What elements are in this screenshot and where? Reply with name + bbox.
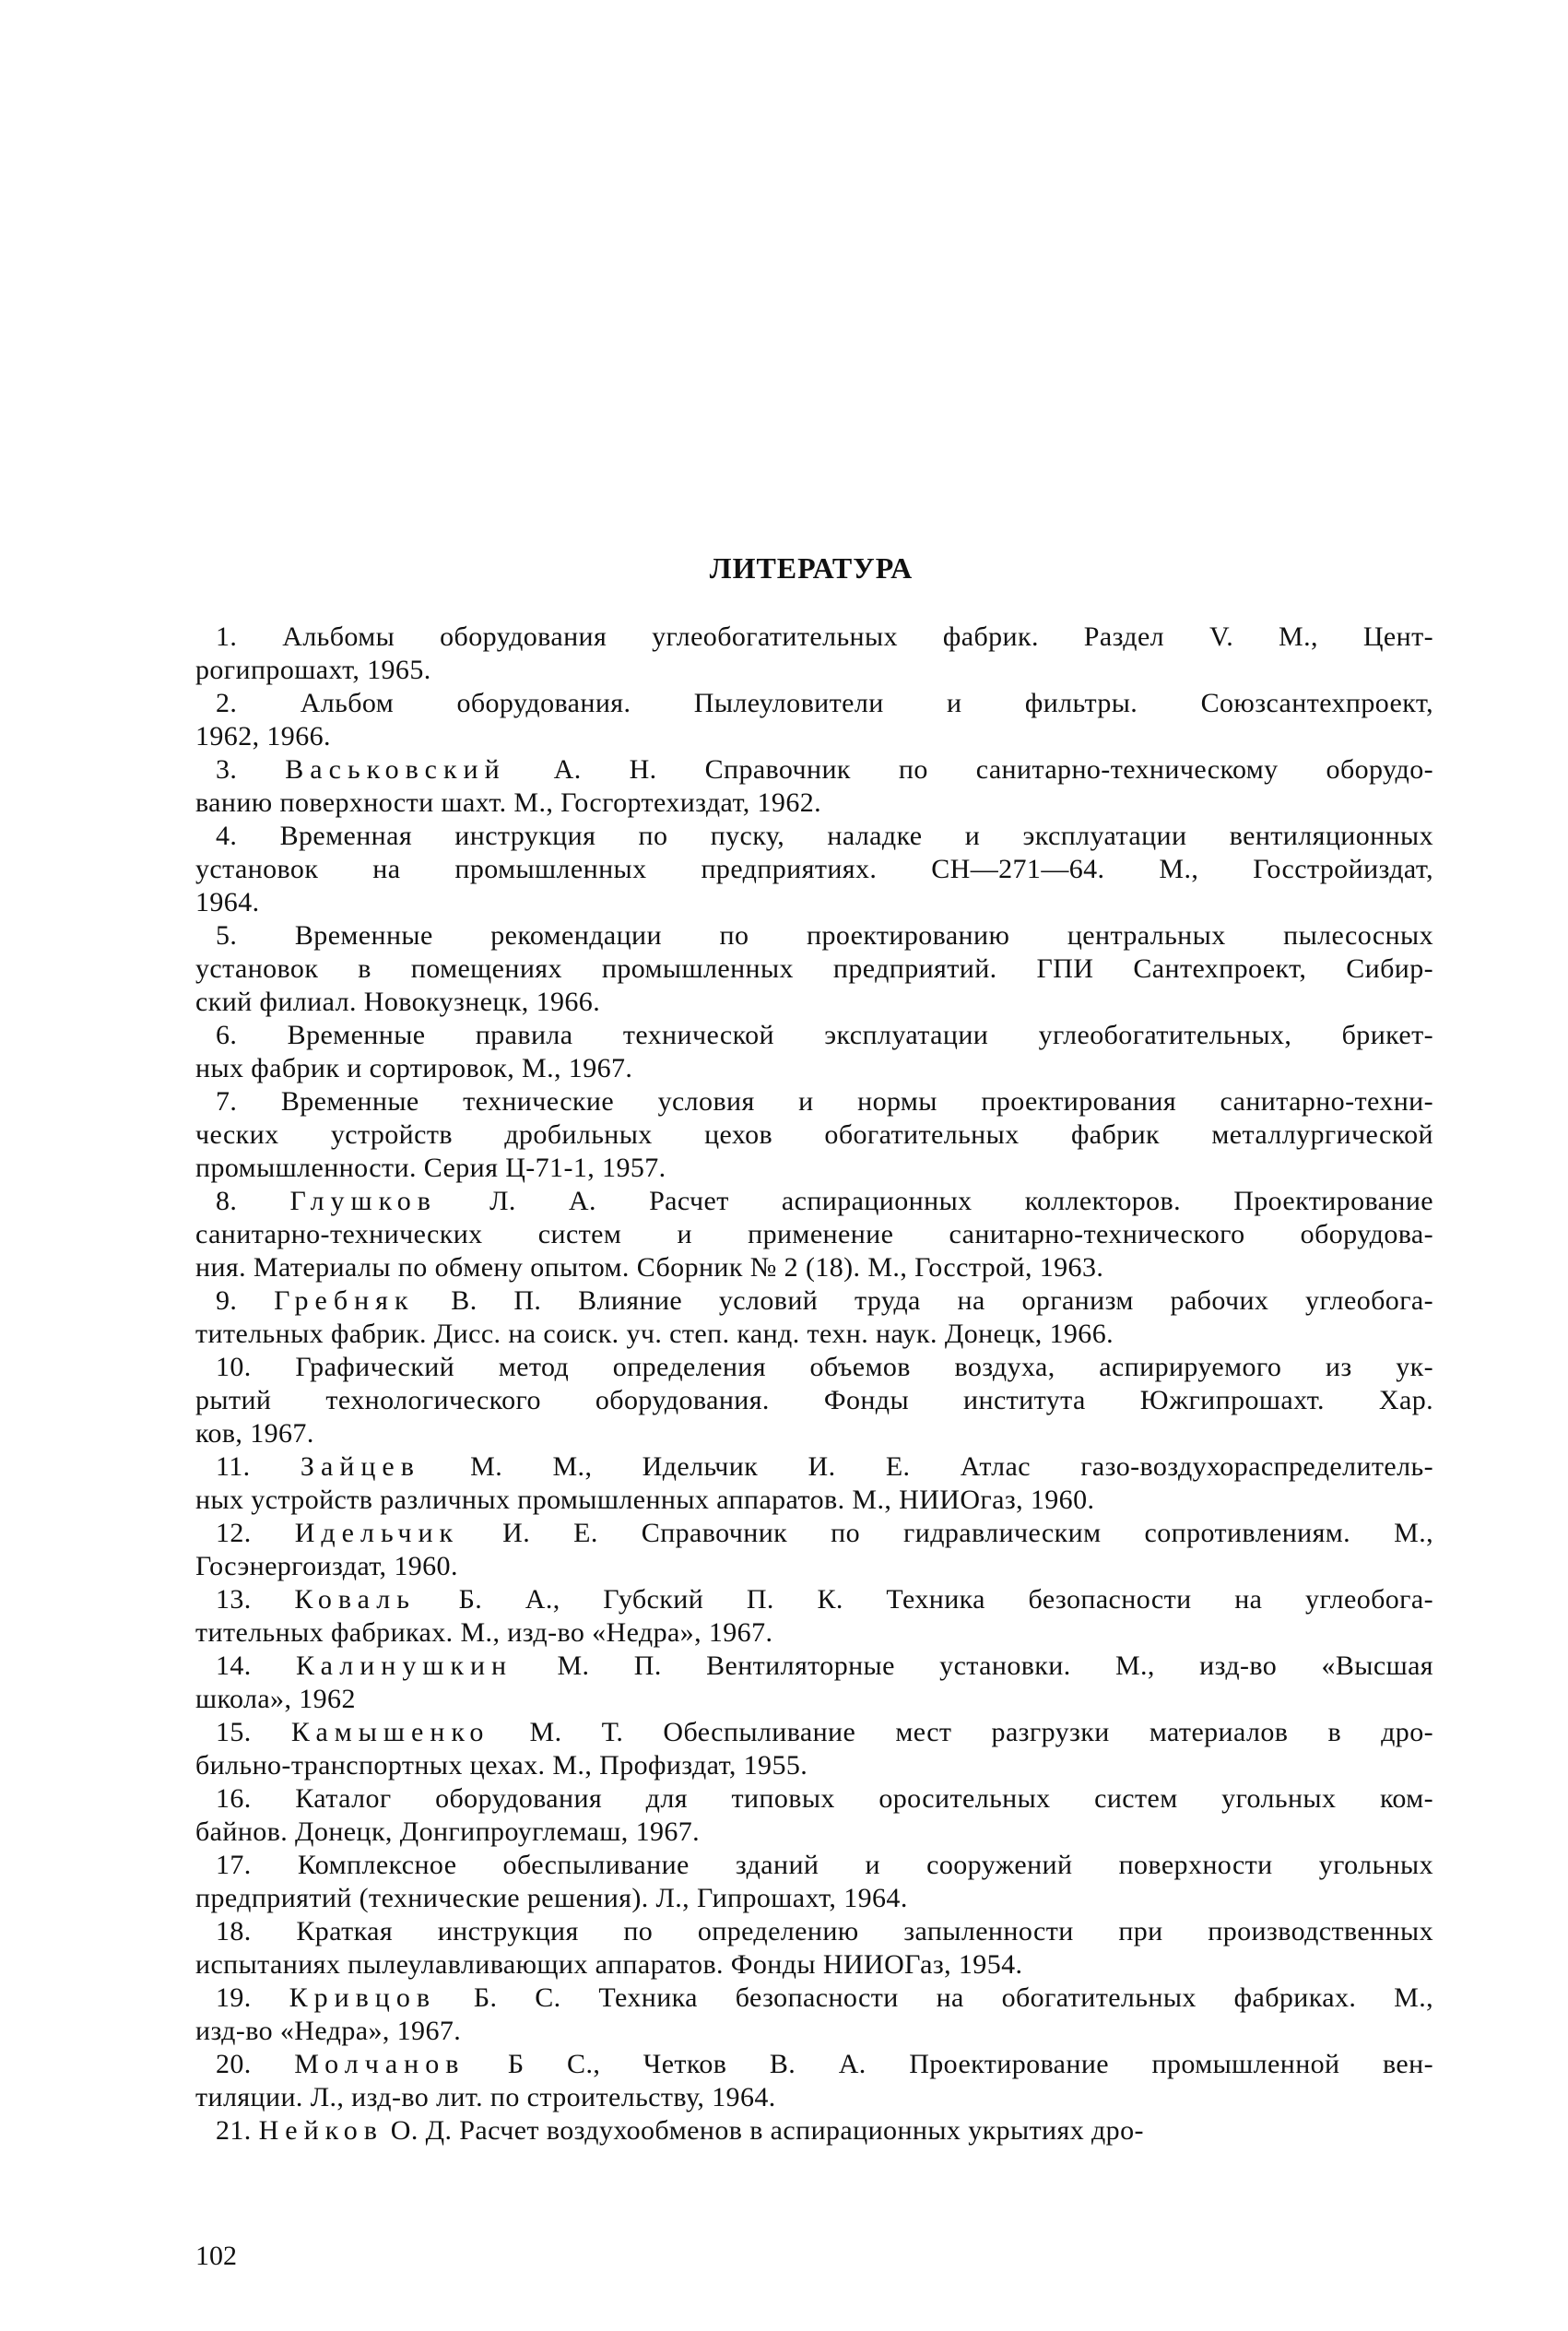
- reference-line: [195, 820, 1433, 853]
- reference-text: Каталог оборудования для типовых оросительных систем угольных ком-: [295, 1783, 1433, 1814]
- reference-entry: [195, 753, 1433, 820]
- reference-author: Васьковский: [285, 754, 506, 785]
- reference-line: [195, 1948, 1433, 1982]
- reference-line: [195, 853, 1433, 886]
- reference-text: ков, 1967.: [195, 1418, 314, 1449]
- reference-text: изд-во «Недра», 1967.: [195, 2016, 462, 2046]
- reference-text: Альбомы оборудования углеобогатительных фабрик. Раздел V. М., Цент-: [282, 621, 1433, 652]
- reference-text: А. Н. Справочник по санитарно-техническому оборудо-: [505, 754, 1433, 785]
- reference-text: Временные технические условия и нормы проектирования санитарно-техни-: [280, 1086, 1434, 1117]
- reference-entry: [195, 1716, 1433, 1782]
- reference-line: [195, 1351, 1433, 1384]
- reference-line: [195, 1616, 1433, 1650]
- reference-number: 12.: [216, 1518, 295, 1548]
- reference-number: 11.: [216, 1451, 301, 1482]
- reference-line: [195, 1417, 1433, 1450]
- reference-number: 15.: [216, 1717, 291, 1747]
- reference-entry: [195, 1450, 1433, 1517]
- reference-number: 3.: [216, 754, 286, 785]
- reference-entry: [195, 687, 1433, 753]
- reference-line: [195, 1484, 1433, 1517]
- reference-text: бильно-транспортных цехах. М., Профиздат, 1955.: [195, 1750, 808, 1781]
- reference-text: рытий технологического оборудования. Фонды института Южгипрошахт. Хар.: [195, 1385, 1433, 1415]
- reference-line: [195, 1318, 1433, 1351]
- reference-line: [195, 986, 1433, 1019]
- reference-line: [195, 1782, 1433, 1816]
- reference-entry: [195, 2048, 1433, 2114]
- reference-text: ния. Материалы по обмену опытом. Сборник № 2 (18). М., Госстрой, 1963.: [195, 1252, 1104, 1283]
- reference-entry: [195, 1284, 1433, 1351]
- reference-number: 10.: [216, 1352, 296, 1382]
- reference-text: Л. А. Расчет аспирационных коллекторов. Проектирование: [436, 1186, 1433, 1216]
- reference-number: 17.: [216, 1850, 298, 1880]
- reference-line: [195, 2081, 1433, 2114]
- reference-entry: [195, 1915, 1433, 1982]
- reference-line: [195, 1982, 1433, 2015]
- reference-number: 16.: [216, 1783, 296, 1814]
- reference-line: [195, 787, 1433, 820]
- reference-number: 19.: [216, 1982, 289, 2013]
- reference-text: ных фабрик и сортировок, М., 1967.: [195, 1053, 633, 1083]
- reference-text: М. М., Идельчик И. Е. Атлас газо-воздухораспределитель-: [419, 1451, 1433, 1482]
- reference-text: Госэнергоиздат, 1960.: [195, 1551, 458, 1581]
- reference-text: тительных фабрик. Дисс. на соиск. уч. степ. канд. техн. наук. Донецк, 1966.: [195, 1319, 1114, 1349]
- reference-line: [195, 1716, 1433, 1749]
- reference-text: М. П. Вентиляторные установки. М., изд-во «Высшая: [513, 1651, 1433, 1681]
- reference-text: И. Е. Справочник по гидравлическим сопротивлениям. М.,: [459, 1518, 1433, 1548]
- reference-number: 7.: [216, 1086, 281, 1117]
- reference-number: 20.: [216, 2049, 295, 2079]
- reference-line: [195, 1019, 1433, 1052]
- reference-number: 1.: [216, 621, 283, 652]
- reference-number: 13.: [216, 1584, 295, 1615]
- page-number: 102: [195, 2241, 237, 2271]
- reference-line: [195, 886, 1433, 919]
- reference-entry: [195, 1019, 1433, 1085]
- reference-text: рогипрошахт, 1965.: [195, 655, 431, 685]
- reference-text: байнов. Донецк, Донгипроуглемаш, 1967.: [195, 1816, 701, 1847]
- reference-text: установок на промышленных предприятиях. СН—271—64. М., Госстройиздат,: [195, 854, 1433, 884]
- reference-line: [195, 1284, 1433, 1318]
- reference-line: [195, 1882, 1433, 1915]
- reference-text: тиляции. Л., изд-во лит. по строительству, 1964.: [195, 2082, 776, 2112]
- reference-line: [195, 1550, 1433, 1583]
- reference-line: [195, 1085, 1433, 1118]
- reference-line: [195, 687, 1433, 720]
- reference-line: [195, 919, 1433, 953]
- reference-line: [195, 953, 1433, 986]
- reference-text: Временная инструкция по пуску, наладке и эксплуатации вентиляционных: [279, 821, 1433, 851]
- reference-text: Альбом оборудования. Пылеуловители и фильтры. Союзсантехпроект,: [300, 688, 1433, 718]
- reference-line: [195, 1749, 1433, 1782]
- reference-author: Кривцов: [289, 1982, 437, 2013]
- reference-line: [195, 1218, 1433, 1251]
- reference-line: [195, 1152, 1433, 1185]
- reference-entry: [195, 1650, 1433, 1716]
- reference-text: 1964.: [195, 887, 260, 917]
- reference-line: [195, 1185, 1433, 1218]
- reference-number: 2.: [216, 688, 301, 718]
- reference-text: установок в помещениях промышленных предприятий. ГПИ Сантехпроект, Сибир-: [195, 953, 1433, 984]
- reference-entry: [195, 1185, 1433, 1284]
- reference-text: ский филиал. Новокузнецк, 1966.: [195, 987, 601, 1017]
- reference-author: Коваль: [294, 1584, 416, 1615]
- page-title: ЛИТЕРАТУРА: [709, 551, 914, 585]
- reference-text: Графический метод определения объемов воздуха, аспирируемого из ук-: [295, 1352, 1433, 1382]
- reference-entry: [195, 1351, 1433, 1450]
- reference-text: Краткая инструкция по определению запыленности при производственных: [296, 1916, 1433, 1946]
- reference-text: Б С., Четков В. А. Проектирование промышленной вен-: [465, 2049, 1433, 2079]
- reference-number: 5.: [216, 920, 295, 951]
- reference-author: Глушков: [289, 1186, 437, 1216]
- reference-line: [195, 621, 1433, 654]
- reference-text: школа», 1962: [195, 1684, 356, 1714]
- reference-entry: [195, 2114, 1433, 2148]
- reference-line: [195, 2015, 1433, 2048]
- reference-author: Молчанов: [294, 2049, 466, 2079]
- reference-number: 8.: [216, 1186, 290, 1216]
- reference-entry: [195, 1849, 1433, 1915]
- reference-entry: [195, 1583, 1433, 1650]
- reference-number: 21.: [216, 2115, 259, 2146]
- reference-text: О. Д. Расчет воздухообменов в аспирационных укрытиях дро-: [383, 2115, 1144, 2146]
- reference-text: промышленности. Серия Ц-71-1, 1957.: [195, 1153, 666, 1183]
- reference-author: Нейков: [258, 2115, 383, 2146]
- reference-text: Временные правила технической эксплуатации углеобогатительных, брикет-: [287, 1020, 1433, 1050]
- reference-line: [195, 1251, 1433, 1284]
- reference-author: Идельчик: [294, 1518, 460, 1548]
- reference-line: [195, 2114, 1433, 2148]
- reference-line: [195, 1849, 1433, 1882]
- reference-text: 1962, 1966.: [195, 721, 331, 751]
- reference-entry: [195, 919, 1433, 1019]
- reference-line: [195, 1118, 1433, 1152]
- reference-line: [195, 1915, 1433, 1948]
- reference-line: [195, 1583, 1433, 1616]
- reference-text: ческих устройств дробильных цехов обогатительных фабрик металлургической: [195, 1119, 1433, 1150]
- reference-number: 4.: [216, 821, 280, 851]
- reference-line: [195, 1052, 1433, 1085]
- reference-text: В. П. Влияние условий труда на организм рабочих углеобога-: [414, 1285, 1433, 1316]
- reference-text: предприятий (технические решения). Л., Гипрошахт, 1964.: [195, 1883, 908, 1913]
- reference-author: Гребняк: [274, 1285, 415, 1316]
- reference-line: [195, 1816, 1433, 1849]
- reference-author: Калинушкин: [296, 1651, 513, 1681]
- reference-entry: [195, 1982, 1433, 2048]
- reference-line: [195, 1384, 1433, 1417]
- reference-number: 6.: [216, 1020, 288, 1050]
- reference-text: ных устройств различных промышленных аппаратов. М., НИИОгаз, 1960.: [195, 1485, 1095, 1515]
- reference-entry: [195, 621, 1433, 687]
- reference-author: Камышенко: [290, 1717, 490, 1747]
- reference-number: 14.: [216, 1651, 297, 1681]
- reference-text: санитарно-технических систем и применение санитарно-технического оборудова-: [195, 1219, 1433, 1249]
- reference-line: [195, 1450, 1433, 1484]
- reference-line: [195, 654, 1433, 687]
- reference-text: ванию поверхности шахт. М., Госгортехиздат, 1962.: [195, 787, 822, 818]
- reference-line: [195, 1650, 1433, 1683]
- reference-text: Временные рекомендации по проектированию центральных пылесосных: [294, 920, 1434, 951]
- reference-entry: [195, 1782, 1433, 1849]
- reference-author: Зайцев: [300, 1451, 420, 1482]
- reference-line: [195, 720, 1433, 753]
- reference-text: Б. А., Губский П. К. Техника безопасности на углеобога-: [415, 1584, 1433, 1615]
- reference-text: Б. С. Техника безопасности на обогатительных фабриках. М.,: [436, 1982, 1433, 2013]
- reference-text: М. Т. Обеспыливание мест разгрузки материалов в дро-: [489, 1717, 1433, 1747]
- reference-entry: [195, 1517, 1433, 1583]
- reference-entry: [195, 820, 1433, 919]
- reference-number: 18.: [216, 1916, 297, 1946]
- reference-entry: [195, 1085, 1433, 1185]
- reference-text: испытаниях пылеулавливающих аппаратов. Фонды НИИОГаз, 1954.: [195, 1949, 1023, 1980]
- reference-line: [195, 2048, 1433, 2081]
- reference-list: [195, 621, 1433, 2148]
- reference-line: [195, 753, 1433, 787]
- reference-text: тительных фабриках. М., изд-во «Недра», 1967.: [195, 1617, 773, 1648]
- reference-line: [195, 1683, 1433, 1716]
- reference-number: 9.: [216, 1285, 275, 1316]
- reference-line: [195, 1517, 1433, 1550]
- reference-text: Комплексное обеспыливание зданий и сооружений поверхности угольных: [297, 1850, 1433, 1880]
